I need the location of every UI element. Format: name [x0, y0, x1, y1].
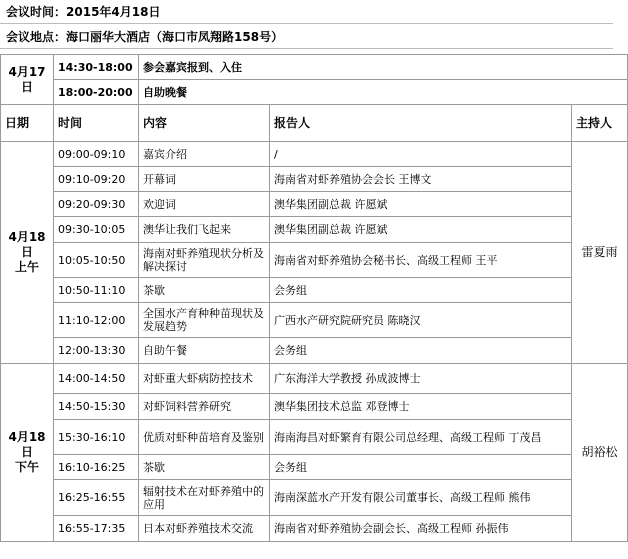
day17-date: 4月17日: [1, 55, 54, 105]
afternoon-date: 4月18日: [8, 430, 46, 459]
speaker-cell: 澳华集团副总裁 许愿斌: [270, 192, 572, 217]
content-cell: 全国水产育种种苗现状及发展趋势: [139, 303, 270, 338]
speaker-cell: 澳华集团技术总监 邓登博士: [270, 394, 572, 420]
table-row: [1, 142, 628, 167]
content-cell: 自助午餐: [139, 338, 270, 364]
time-cell: 09:30-10:05: [54, 217, 139, 243]
afternoon-period: 下午: [14, 460, 39, 474]
meeting-time-value: 2015年4月18日: [66, 5, 161, 19]
header-content: 内容: [139, 105, 270, 142]
day17-row: [1, 80, 628, 105]
morning-date: 4月18日: [8, 230, 46, 259]
time-cell: 11:10-12:00: [54, 303, 139, 338]
morning-period: 上午: [14, 260, 39, 274]
table-row: [1, 516, 628, 542]
speaker-cell: 澳华集团副总裁 许愿斌: [270, 217, 572, 243]
speaker-cell: 会务组: [270, 278, 572, 303]
content-cell: 对虾重大虾病防控技术: [139, 364, 270, 394]
speaker-cell: 海南深蓝水产开发有限公司董事长、高级工程师 熊伟: [270, 480, 572, 516]
content-cell: 嘉宾介绍: [139, 142, 270, 167]
speaker-cell: 广西水产研究院研究员 陈晓汉: [270, 303, 572, 338]
table-row: [1, 480, 628, 516]
speaker-cell: 会务组: [270, 455, 572, 480]
meeting-place-value: 海口丽华大酒店（海口市凤翔路158号）: [66, 30, 284, 44]
morning-session-label: [1, 142, 54, 364]
table-row: [1, 217, 628, 243]
time-cell: 10:50-11:10: [54, 278, 139, 303]
day17-time: 18:00-20:00: [54, 80, 139, 105]
speaker-cell: /: [270, 142, 572, 167]
speaker-cell: 广东海洋大学教授 孙成波博士: [270, 364, 572, 394]
content-cell: 欢迎词: [139, 192, 270, 217]
table-row: [1, 420, 628, 455]
speaker-cell: 会务组: [270, 338, 572, 364]
time-cell: 14:50-15:30: [54, 394, 139, 420]
afternoon-session-label: [1, 364, 54, 542]
table-row: [1, 364, 628, 394]
content-cell: 开幕词: [139, 167, 270, 192]
speaker-cell: 海南省对虾养殖协会会长 王博文: [270, 167, 572, 192]
time-cell: 09:10-09:20: [54, 167, 139, 192]
time-cell: 12:00-13:30: [54, 338, 139, 364]
header-time: 时间: [54, 105, 139, 142]
schedule-table: [0, 54, 628, 542]
content-cell: 辐射技术在对虾养殖中的应用: [139, 480, 270, 516]
table-row: [1, 455, 628, 480]
time-cell: 15:30-16:10: [54, 420, 139, 455]
time-cell: 09:00-09:10: [54, 142, 139, 167]
table-row: [1, 278, 628, 303]
meeting-place-label: 会议地点：: [6, 30, 67, 44]
time-cell: 16:10-16:25: [54, 455, 139, 480]
content-cell: 茶歇: [139, 278, 270, 303]
day17-row: [1, 55, 628, 80]
speaker-cell: 海南省对虾养殖协会秘书长、高级工程师 王平: [270, 243, 572, 278]
header-speaker: 报告人: [270, 105, 572, 142]
meeting-time-label: 会议时间：: [6, 5, 67, 19]
day17-time: 14:30-18:00: [54, 55, 139, 80]
content-cell: 对虾饲料营养研究: [139, 394, 270, 420]
speaker-cell: 海南省对虾养殖协会副会长、高级工程师 孙振伟: [270, 516, 572, 542]
content-cell: 澳华让我们飞起来: [139, 217, 270, 243]
content-cell: 茶歇: [139, 455, 270, 480]
table-row: [1, 394, 628, 420]
afternoon-host: 胡裕松: [572, 364, 628, 542]
time-cell: 10:05-10:50: [54, 243, 139, 278]
time-cell: 14:00-14:50: [54, 364, 139, 394]
table-row: [1, 192, 628, 217]
table-row: [1, 167, 628, 192]
header-date: 日期: [1, 105, 54, 142]
header-host: 主持人: [572, 105, 628, 142]
table-row: [1, 243, 628, 278]
content-cell: 优质对虾种苗培育及鉴别: [139, 420, 270, 455]
table-row: [1, 303, 628, 338]
speaker-cell: 海南海昌对虾繁育有限公司总经理、高级工程师 丁茂昌: [270, 420, 572, 455]
day17-content: 参会嘉宾报到、入住: [139, 55, 628, 80]
time-cell: 09:20-09:30: [54, 192, 139, 217]
content-cell: 日本对虾养殖技术交流: [139, 516, 270, 542]
content-cell: 海南对虾养殖现状分析及解决探讨: [139, 243, 270, 278]
table-row: [1, 338, 628, 364]
day17-content: 自助晚餐: [139, 80, 628, 105]
time-cell: 16:25-16:55: [54, 480, 139, 516]
meeting-place-line: [0, 27, 613, 49]
header-row: [1, 105, 628, 142]
meeting-time-line: [0, 2, 613, 24]
time-cell: 16:55-17:35: [54, 516, 139, 542]
morning-host: 雷夏雨: [572, 142, 628, 364]
